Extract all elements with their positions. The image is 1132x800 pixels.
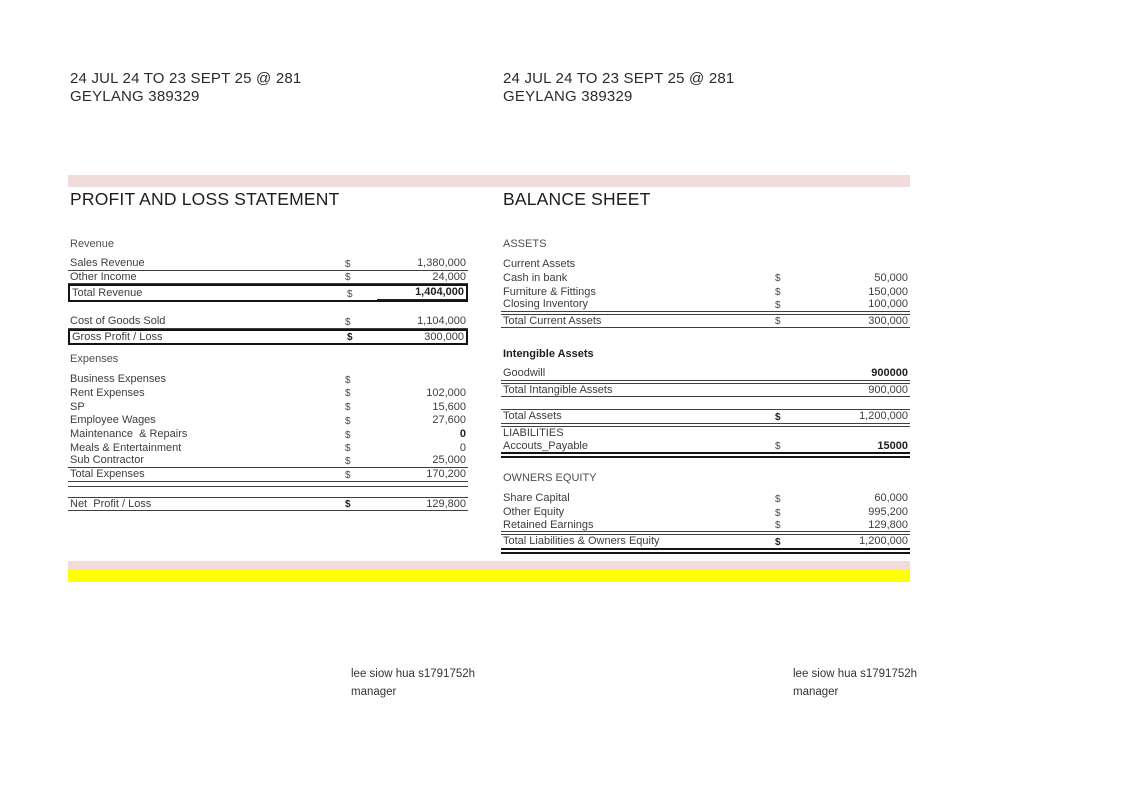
row-value: 1,104,000: [417, 315, 466, 328]
row-label: Total Assets: [503, 410, 562, 423]
currency-symbol: $: [347, 332, 353, 344]
assets-section-header: ASSETS: [503, 238, 547, 250]
row-sales-revenue: [68, 257, 468, 271]
spacer: [68, 345, 468, 353]
location-line: GEYLANG 389329: [70, 88, 200, 105]
row-total-assets: [501, 409, 910, 424]
row-value: 60,000: [874, 492, 908, 505]
row-label: Gross Profit / Loss: [72, 330, 163, 343]
row-label: Retained Earnings: [503, 518, 594, 531]
row-label: Furniture & Fittings: [503, 285, 596, 298]
period-line: 24 JUL 24 TO 23 SEPT 25 @ 281: [70, 70, 302, 87]
row-label: Other Income: [70, 270, 137, 283]
yellow-accent-band: [68, 570, 910, 582]
row-label: Net Profit / Loss: [70, 497, 152, 510]
currency-symbol: $: [345, 415, 351, 427]
row-label: Closing Inventory: [503, 298, 588, 311]
row-liabilities-header: [501, 426, 910, 440]
currency-symbol: $: [775, 411, 781, 423]
row-label: Total Current Assets: [503, 314, 602, 327]
row-value: 150,000: [868, 285, 908, 298]
row-value: 1,380,000: [417, 257, 466, 270]
currency-symbol: $: [347, 288, 353, 300]
signature-block-left: [351, 668, 475, 698]
row-value: 1,200,000: [859, 410, 908, 423]
period-line: 24 JUL 24 TO 23 SEPT 25 @ 281: [503, 70, 735, 87]
spacer: [68, 302, 468, 315]
row-rent-expenses: [68, 386, 468, 400]
row-label: Other Equity: [503, 506, 565, 518]
row-label: Share Capital: [503, 492, 570, 505]
row-value: 1,200,000: [859, 535, 908, 548]
row-label: Rent Expenses: [70, 386, 145, 399]
row-accounts-payable: [501, 440, 910, 459]
row-value: 129,800: [868, 518, 908, 531]
currency-symbol: $: [775, 273, 781, 285]
row-label: Employee Wages: [70, 414, 156, 427]
row-label: Total Revenue: [72, 287, 143, 300]
row-total-liabilities-owners-equity: [501, 534, 910, 554]
row-label: Total Intangible Assets: [503, 383, 613, 396]
currency-symbol: $: [345, 272, 351, 284]
currency-symbol: $: [345, 469, 351, 481]
spacer: [501, 328, 910, 348]
currency-symbol: $: [775, 287, 781, 299]
currency-symbol: $: [345, 316, 351, 328]
row-value: 170,200: [426, 468, 466, 481]
spacer: [68, 487, 468, 497]
pnl-title: PROFIT AND LOSS STATEMENT: [70, 189, 340, 209]
row-label: Current Assets: [503, 258, 576, 271]
row-label: Business Expenses: [70, 373, 166, 386]
row-closing-inventory: [501, 298, 910, 312]
row-cash-in-bank: [501, 271, 910, 285]
row-value: 27,600: [432, 414, 466, 427]
row-value: 50,000: [874, 271, 908, 284]
rose-accent-band-top: [68, 175, 910, 187]
row-value: 100,000: [868, 298, 908, 311]
row-total-revenue: [68, 284, 468, 302]
signature-role: manager: [793, 686, 839, 698]
row-value: 900,000: [868, 383, 908, 396]
currency-symbol: $: [345, 429, 351, 441]
row-value: 129,800: [426, 497, 466, 510]
row-share-capital: [501, 491, 910, 505]
row-value: 15000: [877, 439, 908, 452]
revenue-section-header: Revenue: [70, 238, 115, 250]
row-value: 900000: [871, 367, 908, 380]
signature-name: lee siow hua s1791752h: [351, 668, 476, 680]
row-total-expenses: [68, 468, 468, 482]
currency-symbol: $: [775, 536, 781, 548]
row-goodwill: [501, 367, 910, 381]
location-line: GEYLANG 389329: [503, 88, 633, 105]
signature-role: manager: [351, 686, 397, 698]
signature-name: lee siow hua s1791752h: [793, 668, 918, 680]
row-value: 0: [459, 428, 466, 440]
row-value: 0: [459, 441, 466, 454]
row-total-current-assets: [501, 314, 910, 329]
row-label: Accouts_Payable: [503, 439, 588, 452]
row-retained-earnings: [501, 519, 910, 533]
row-value: 24,000: [432, 270, 466, 283]
balance-sheet-column: [501, 238, 910, 554]
row-employee-wages: [68, 413, 468, 427]
expenses-section-header: Expenses: [70, 353, 119, 366]
intangible-assets-section-header: Intengible Assets: [503, 348, 594, 361]
currency-symbol: $: [775, 520, 781, 532]
row-label: Total Liabilities & Owners Equity: [503, 535, 660, 548]
row-label: Meals & Entertainment: [70, 441, 182, 454]
signature-block-right: [793, 668, 917, 698]
row-other-equity: [501, 505, 910, 519]
currency-symbol: $: [345, 455, 351, 467]
spacer: [501, 397, 910, 409]
row-current-assets-header: [501, 257, 910, 271]
currency-symbol: $: [775, 441, 781, 453]
row-label: LIABILITIES: [503, 427, 564, 440]
row-sp: [68, 399, 468, 413]
row-sub-contractor: [68, 454, 468, 468]
row-label: Cost of Goods Sold: [70, 315, 166, 328]
row-label: Total Expenses: [70, 468, 145, 481]
row-value: 1,404,000: [377, 286, 466, 300]
currency-symbol: $: [775, 299, 781, 311]
row-label: Sales Revenue: [70, 257, 145, 270]
rose-accent-band-bottom: [68, 561, 910, 570]
currency-symbol: $: [775, 493, 781, 505]
row-meals-entertainment: [68, 441, 468, 455]
currency-symbol: $: [345, 443, 351, 455]
row-maintenance-repairs: [68, 427, 468, 441]
balance-sheet-title: BALANCE SHEET: [503, 189, 651, 209]
row-furniture-fittings: [501, 284, 910, 298]
row-label: Maintenance & Repairs: [70, 428, 188, 440]
row-other-income: [68, 271, 468, 285]
spacer: [501, 458, 910, 472]
row-label: SP: [70, 400, 85, 413]
row-label: Sub Contractor: [70, 454, 144, 467]
row-value: 995,200: [868, 506, 908, 518]
currency-symbol: $: [775, 507, 781, 519]
row-label: Goodwill: [503, 367, 546, 380]
owners-equity-section-header: OWNERS EQUITY: [503, 472, 597, 485]
currency-symbol: $: [345, 499, 351, 511]
row-value: 300,000: [868, 314, 908, 327]
row-label: Cash in bank: [503, 271, 568, 284]
row-business-expenses: [68, 372, 468, 386]
currency-symbol: $: [345, 388, 351, 400]
currency-symbol: $: [345, 374, 351, 386]
currency-symbol: $: [345, 258, 351, 270]
row-value: 15,600: [432, 400, 466, 413]
row-total-intangible-assets: [501, 383, 910, 398]
row-value: 102,000: [426, 386, 466, 399]
row-cost-of-goods-sold: [68, 315, 468, 329]
currency-symbol: $: [775, 316, 781, 328]
row-value: 300,000: [424, 330, 464, 343]
period-header-left: [70, 70, 301, 106]
pnl-column: [68, 238, 468, 511]
row-gross-profit-loss: [68, 329, 468, 346]
row-net-profit-loss: [68, 497, 468, 512]
currency-symbol: $: [345, 402, 351, 414]
row-value: 25,000: [432, 454, 466, 467]
period-header-right: [503, 70, 734, 106]
